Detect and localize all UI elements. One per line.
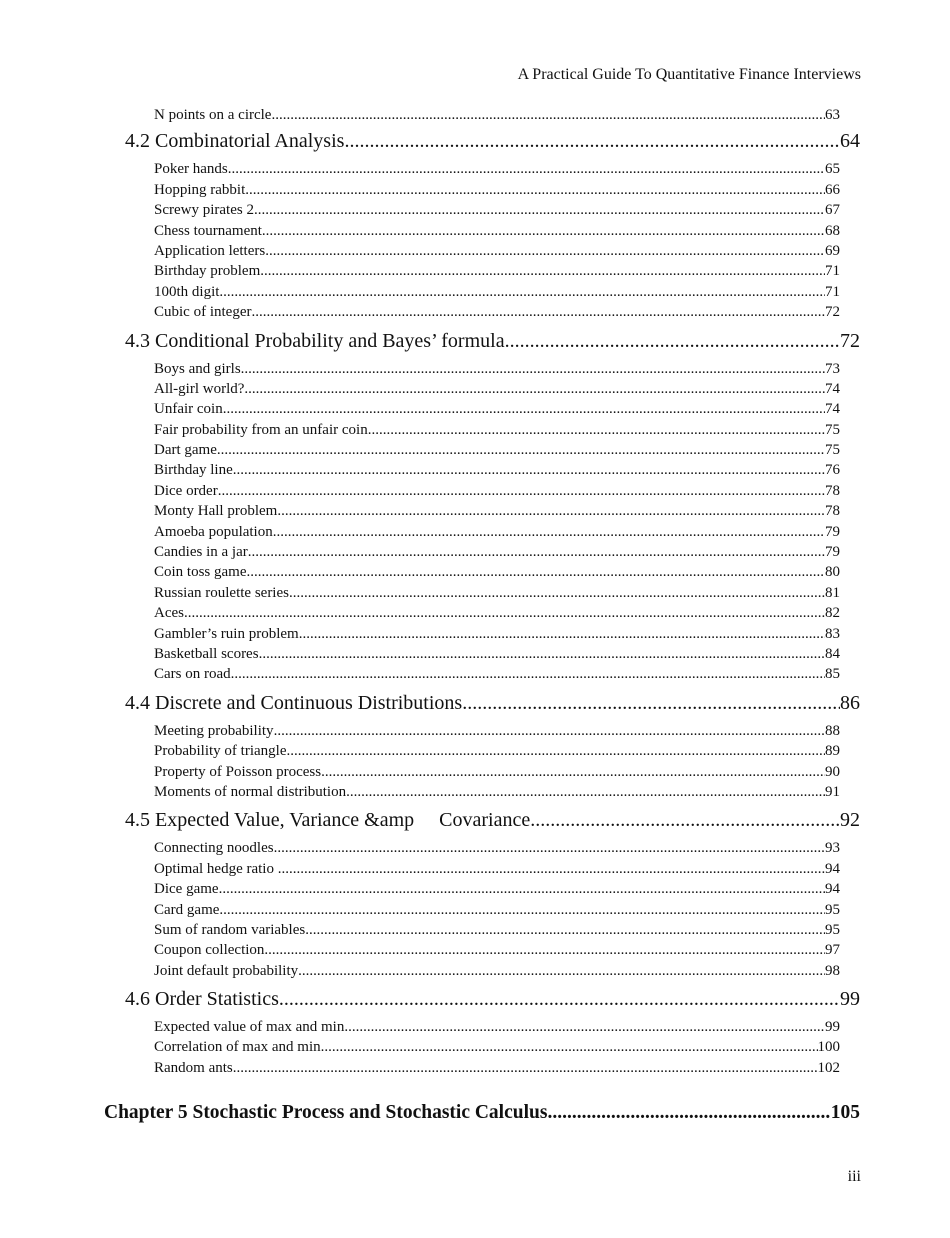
toc-entry[interactable] — [154, 159, 840, 179]
toc-entry-title: Birthday line — [154, 462, 233, 479]
dot-leader — [259, 644, 825, 664]
toc-entry-page: 68 — [825, 222, 840, 239]
toc-section-heading[interactable] — [125, 126, 860, 156]
toc-entry[interactable] — [154, 440, 840, 460]
toc-entry-page: 84 — [825, 645, 840, 662]
toc-entry-title: Fair probability from an unfair coin — [154, 421, 368, 438]
toc-entry-page: 71 — [825, 263, 840, 280]
toc-section-page: 92 — [840, 809, 860, 832]
toc-entry-page: 69 — [825, 242, 840, 259]
toc-entry[interactable] — [154, 241, 840, 261]
dot-leader — [305, 920, 825, 940]
toc-entry-title: Probability of triangle — [154, 743, 287, 760]
toc-entry-page: 95 — [825, 901, 840, 918]
toc-entry[interactable] — [154, 542, 840, 562]
dot-leader — [233, 460, 825, 480]
toc-entry[interactable] — [154, 900, 840, 920]
toc-entry[interactable] — [154, 501, 840, 521]
toc-entry-title: Expected value of max and min — [154, 1019, 345, 1036]
toc-entry-title: Meeting probability — [154, 722, 274, 739]
toc-entry-title: Sum of random variables — [154, 921, 306, 938]
toc-entry-page: 75 — [825, 442, 840, 459]
toc-entry[interactable] — [154, 603, 840, 623]
toc-entry[interactable] — [154, 200, 840, 220]
toc-entry-title: Dice order — [154, 482, 218, 499]
toc-entry[interactable] — [154, 261, 840, 281]
toc-entry[interactable] — [154, 282, 840, 302]
toc-section-heading[interactable] — [125, 688, 860, 718]
dot-leader — [245, 180, 825, 200]
toc-entry-title: 100th digit — [154, 283, 220, 300]
toc-section-title: 4.2 Combinatorial Analysis — [125, 130, 345, 153]
toc-entry-page: 78 — [825, 482, 840, 499]
dot-leader — [298, 961, 825, 981]
dot-leader — [344, 1017, 825, 1037]
toc-entry-page: 71 — [825, 283, 840, 300]
toc-entry-page: 85 — [825, 666, 840, 683]
dot-leader — [368, 420, 825, 440]
toc-entry-page: 95 — [825, 921, 840, 938]
toc-entry-title: N points on a circle — [154, 107, 272, 123]
dot-leader — [505, 326, 840, 356]
toc-section-title: 4.5 Expected Value, Variance &amp Covariance — [125, 809, 531, 832]
dot-leader — [254, 200, 825, 220]
dot-leader — [264, 940, 825, 960]
toc-entry[interactable] — [154, 460, 840, 480]
toc-section-page: 64 — [840, 130, 860, 153]
dot-leader — [251, 302, 825, 322]
toc-entry[interactable] — [154, 838, 840, 858]
toc-entry[interactable] — [154, 920, 840, 940]
dot-leader — [279, 984, 840, 1014]
dot-leader — [278, 859, 825, 879]
toc-entry[interactable] — [154, 379, 840, 399]
dot-leader — [218, 481, 825, 501]
toc-entry[interactable] — [154, 399, 840, 419]
toc-section-heading[interactable] — [125, 326, 860, 356]
toc-section-title: 4.3 Conditional Probability and Bayes’ formula — [125, 329, 505, 352]
dot-leader — [219, 879, 825, 899]
toc-entry-title: Amoeba population — [154, 523, 273, 540]
toc-entry-page: 93 — [825, 840, 840, 857]
dot-leader — [462, 688, 840, 718]
toc-entry[interactable] — [154, 562, 840, 582]
toc-entry-title: Monty Hall problem — [154, 503, 278, 520]
dot-leader — [231, 664, 825, 684]
dot-leader — [286, 741, 825, 761]
dot-leader — [321, 1037, 818, 1057]
toc-entry[interactable] — [154, 741, 840, 761]
toc-entry[interactable] — [154, 624, 840, 644]
toc-entry[interactable] — [154, 420, 840, 440]
toc-entry-title: Chess tournament — [154, 222, 262, 239]
dot-leader — [265, 241, 825, 261]
dot-leader — [219, 900, 825, 920]
dot-leader — [244, 379, 825, 399]
toc-entry-title: Gambler’s ruin problem — [154, 625, 299, 642]
toc-entry-title: Unfair coin — [154, 401, 223, 418]
toc-entry-page: 100 — [817, 1039, 840, 1056]
dot-leader — [223, 399, 825, 419]
toc-entry-title: Screwy pirates 2 — [154, 202, 254, 219]
toc-entry[interactable] — [154, 664, 840, 684]
toc-chapter-title: Chapter 5 Stochastic Process and Stochastic Calculus — [104, 1102, 548, 1124]
toc-chapter-heading[interactable] — [104, 1098, 860, 1128]
toc-entry-page: 65 — [825, 161, 840, 178]
page-number: iii — [847, 1168, 861, 1185]
toc-entry-title: Property of Poisson process — [154, 763, 322, 780]
toc-entry-page: 63 — [825, 107, 840, 123]
toc-entry[interactable] — [154, 583, 840, 603]
dot-leader — [346, 782, 825, 802]
dot-leader — [530, 805, 840, 835]
toc-entry-title: Hopping rabbit — [154, 181, 246, 198]
toc-entry-title: Application letters — [154, 242, 266, 259]
toc-entry-page: 82 — [825, 605, 840, 622]
toc-entry-title: Basketball scores — [154, 645, 259, 662]
toc-entry-page: 94 — [825, 881, 840, 898]
toc-entry-title: All-girl world? — [154, 380, 245, 397]
toc-entry-title: Moments of normal distribution — [154, 783, 347, 800]
toc-chapter-page: 105 — [830, 1102, 860, 1124]
toc-entry-page: 78 — [825, 503, 840, 520]
toc-entry-page: 90 — [825, 763, 840, 780]
toc-entry-page: 79 — [825, 523, 840, 540]
toc-section-page: 99 — [840, 988, 860, 1011]
toc-entry[interactable] — [154, 1058, 840, 1078]
toc-entry-page: 88 — [825, 722, 840, 739]
toc-entry[interactable] — [154, 961, 840, 981]
dot-leader — [228, 159, 825, 179]
toc-entry-title: Dart game — [154, 442, 217, 459]
toc-section-title: 4.4 Discrete and Continuous Distributions — [125, 691, 463, 714]
toc-entry-title: Optimal hedge ratio — [154, 860, 278, 877]
toc-entry-page: 74 — [825, 380, 840, 397]
toc-entry-title: Random ants — [154, 1059, 233, 1076]
toc-entry[interactable] — [154, 940, 840, 960]
toc-entry[interactable] — [154, 180, 840, 200]
toc-entry[interactable] — [154, 762, 840, 782]
toc-entry-title: Boys and girls — [154, 360, 241, 377]
dot-leader — [271, 105, 825, 125]
toc-entry[interactable] — [154, 721, 840, 741]
toc-entry-title: Aces — [154, 605, 184, 622]
table-of-contents — [0, 105, 950, 1128]
toc-entry-page: 98 — [825, 962, 840, 979]
toc-entry[interactable] — [154, 644, 840, 664]
toc-entry[interactable] — [154, 481, 840, 501]
toc-entry-title: Coin toss game — [154, 564, 247, 581]
toc-entry-title: Cubic of integer — [154, 304, 252, 321]
toc-entry-page: 72 — [825, 304, 840, 321]
toc-entry-page: 66 — [825, 181, 840, 198]
toc-entry[interactable] — [154, 1017, 840, 1037]
dot-leader — [219, 282, 825, 302]
toc-entry[interactable] — [154, 879, 840, 899]
toc-entry-page: 76 — [825, 462, 840, 479]
toc-entry[interactable] — [154, 522, 840, 542]
dot-leader — [260, 261, 825, 281]
toc-entry-page: 74 — [825, 401, 840, 418]
toc-entry-page: 102 — [817, 1059, 840, 1076]
dot-leader — [289, 583, 825, 603]
dot-leader — [217, 440, 825, 460]
toc-entry[interactable] — [154, 105, 840, 125]
toc-entry[interactable] — [154, 859, 840, 879]
dot-leader — [241, 359, 825, 379]
toc-entry-title: Dice game — [154, 881, 219, 898]
toc-entry[interactable] — [154, 302, 840, 322]
toc-entry-title: Cars on road — [154, 666, 231, 683]
toc-entry-title: Coupon collection — [154, 942, 265, 959]
toc-section-heading[interactable] — [125, 984, 860, 1014]
dot-leader — [262, 221, 825, 241]
toc-entry-title: Candies in a jar — [154, 544, 248, 561]
dot-leader — [547, 1098, 830, 1128]
toc-entry-page: 97 — [825, 942, 840, 959]
toc-entry-page: 83 — [825, 625, 840, 642]
toc-entry-page: 79 — [825, 544, 840, 561]
toc-entry[interactable] — [154, 782, 840, 802]
toc-section-page: 72 — [840, 329, 860, 352]
dot-leader — [344, 126, 840, 156]
dot-leader — [277, 501, 825, 521]
toc-section-page: 86 — [840, 691, 860, 714]
dot-leader — [299, 624, 825, 644]
toc-entry[interactable] — [154, 1037, 840, 1057]
dot-leader — [248, 542, 825, 562]
toc-entry-page: 94 — [825, 860, 840, 877]
dot-leader — [273, 522, 825, 542]
toc-entry-title: Russian roulette series — [154, 584, 289, 601]
running-header: A Practical Guide To Quantitative Finance Interviews — [517, 66, 861, 83]
toc-entry-page: 73 — [825, 360, 840, 377]
toc-entry[interactable] — [154, 359, 840, 379]
dot-leader — [274, 838, 825, 858]
toc-entry-title: Correlation of max and min — [154, 1039, 321, 1056]
toc-entry-page: 80 — [825, 564, 840, 581]
dot-leader — [321, 762, 825, 782]
toc-entry-page: 91 — [825, 783, 840, 800]
dot-leader — [184, 603, 825, 623]
toc-section-heading[interactable] — [125, 805, 860, 835]
toc-entry-page: 99 — [825, 1019, 840, 1036]
toc-entry-page: 67 — [825, 202, 840, 219]
toc-entry-page: 89 — [825, 743, 840, 760]
toc-entry-title: Joint default probability — [154, 962, 299, 979]
toc-section-title: 4.6 Order Statistics — [125, 988, 279, 1011]
toc-entry-title: Card game — [154, 901, 220, 918]
toc-entry-title: Connecting noodles — [154, 840, 274, 857]
dot-leader — [247, 562, 826, 582]
toc-entry-page: 75 — [825, 421, 840, 438]
dot-leader — [274, 721, 825, 741]
dot-leader — [233, 1058, 818, 1078]
toc-entry-title: Birthday problem — [154, 263, 261, 280]
toc-entry-title: Poker hands — [154, 161, 228, 178]
toc-entry[interactable] — [154, 221, 840, 241]
toc-entry-page: 81 — [825, 584, 840, 601]
